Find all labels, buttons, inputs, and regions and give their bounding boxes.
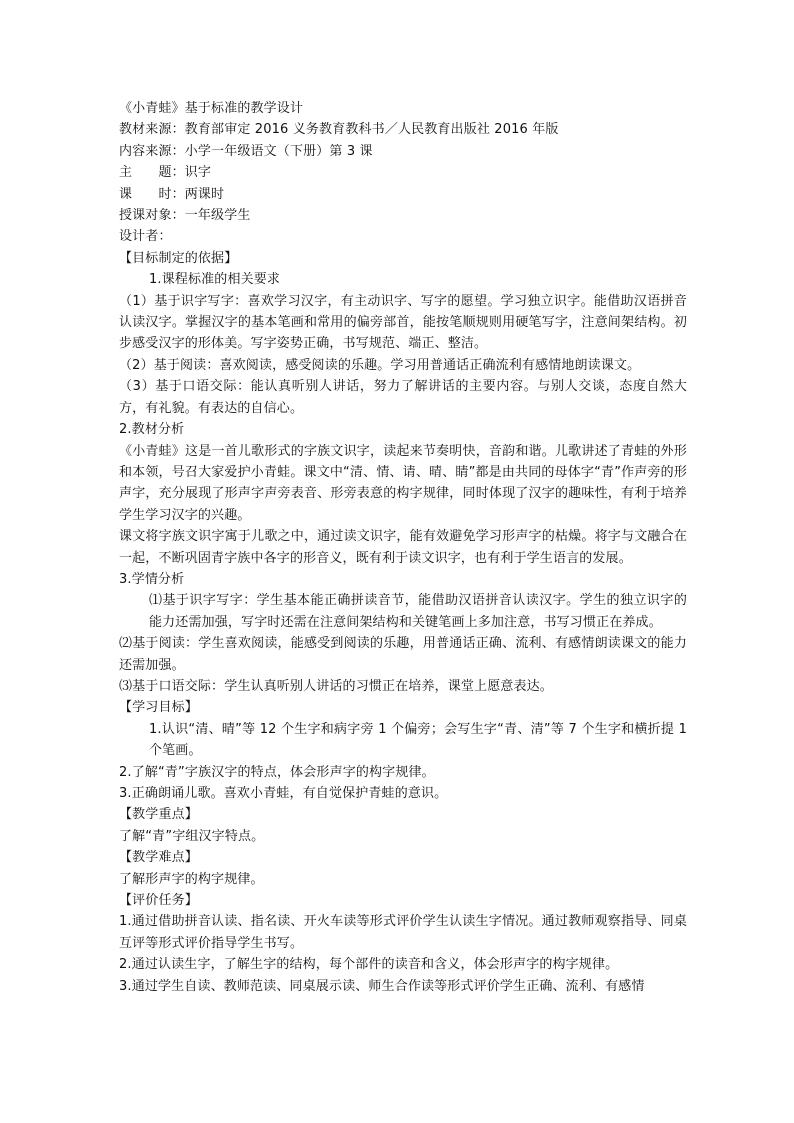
section-heading-key-points: 【教学重点】 [119,807,198,823]
meta-designer: 设计者： [119,229,172,245]
doc-title: 《小青蛙》基于标准的教学设计 [119,101,304,116]
section-heading-difficulties: 【教学难点】 [119,850,198,866]
goal-item-1: 1.认识“清、晴”等 12 个生字和病字旁 1 个偏旁；会写生字“青、清”等 7 个生字和横折提 1 个笔画。 [149,721,687,759]
meta-periods: 课 时：两课时 [119,186,225,202]
paragraph-oral-standard: （3）基于口语交际：能认真听别人讲话，努力了解讲话的主要内容。与别人交谈，态度自然大方，有礼貌。有表达的自信心。 [119,379,687,416]
goal-item-2: 2.了解“青”字族汉字的特点，体会形声字的构字规律。 [119,764,435,780]
paragraph-learner-reading: ⑵基于阅读：学生喜欢阅读，能感受到阅读的乐趣，用普通话正确、流利、有感情朗读课文的能力还需加强。 [119,636,687,673]
section-heading-goals: 【学习目标】 [119,700,198,716]
key-point-text: 了解“青”字组汉字特点。 [119,828,265,844]
paragraph-textbook-analysis-2: 课文将字族文识字寓于儿歌之中，通过读文识字，能有效避免学习形声字的枯燥。将字与文融合在一起，不断巩固青字族中各字的形音义，既有利于读文识字，也有利于学生语言的发展。 [119,529,687,566]
document-body [119,98,687,997]
subheading-textbook-analysis: 2.教材分析 [119,422,185,438]
paragraph-literacy-standard: （1）基于识字写字：喜欢学习汉字，有主动识字、写字的愿望。学习独立识字。能借助汉语拼音认读汉字。掌握汉字的基本笔画和常用的偏旁部首，能按笔顺规则用硬笔写字，注意间架结构。初步感受汉字的形体美。写字姿势正确，书写规范、端正、整洁。 [119,293,687,352]
paragraph-learner-literacy: ⑴基于识字写字：学生基本能正确拼读音节，能借助汉语拼音认读汉字。学生的独立识字的能力还需加强，写字时还需在注意间架结构和关键笔画上多加注意，书写习惯正在养成。 [149,593,687,630]
evaluation-item-2: 2.通过认读生字，了解生字的结构，每个部件的读音和含义，体会形声字的构字规律。 [119,957,619,973]
meta-source: 教材来源：教育部审定 2016 义务教育教科书／人民教育出版社 2016 年版 [119,122,559,138]
evaluation-item-3: 3.通过学生自读、教师范读、同桌展示读、师生合作读等形式评价学生正确、流利、有感情 [119,978,645,994]
section-heading-evaluation: 【评价任务】 [119,893,198,909]
evaluation-item-1: 1.通过借助拼音认读、指名读、开火车读等形式评价学生认读生字情况。通过教师观察指导、同桌互评等形式评价指导学生书写。 [119,914,687,951]
difficulty-text: 了解形声字的构字规律。 [119,871,264,887]
paragraph-reading-standard: （2）基于阅读：喜欢阅读，感受阅读的乐趣。学习用普通话正确流利有感情地朗读课文。 [119,357,641,373]
section-heading-basis: 【目标制定的依据】 [119,250,238,266]
meta-topic: 主 题：识字 [119,165,212,181]
subheading-learner-analysis: 3.学情分析 [119,571,185,587]
subheading-standards: 1.课程标准的相关要求 [149,272,281,288]
paragraph-learner-oral: ⑶基于口语交际：学生认真听别人讲话的习惯正在培养，课堂上愿意表达。 [119,678,553,694]
goal-item-3: 3.正确朗诵儿歌。喜欢小青蛙，有自觉保护青蛙的意识。 [119,786,448,801]
meta-audience: 授课对象：一年级学生 [119,208,251,224]
paragraph-textbook-analysis-1: 《小青蛙》这是一首儿歌形式的字族文识字，读起来节奏明快，音韵和谐。儿歌讲述了青蛙的外形和本领，号召大家爱护小青蛙。课文中“清、情、请、晴、睛”都是由共同的母体字“青”作声旁的形声字，充分展现了形声字声旁表音、形旁表意的构字规律，同时体现了汉字的趣味性，有利于培养学生学习汉字的兴趣。 [119,443,687,523]
meta-content: 内容来源：小学一年级语文（下册）第 3 课 [119,143,373,159]
